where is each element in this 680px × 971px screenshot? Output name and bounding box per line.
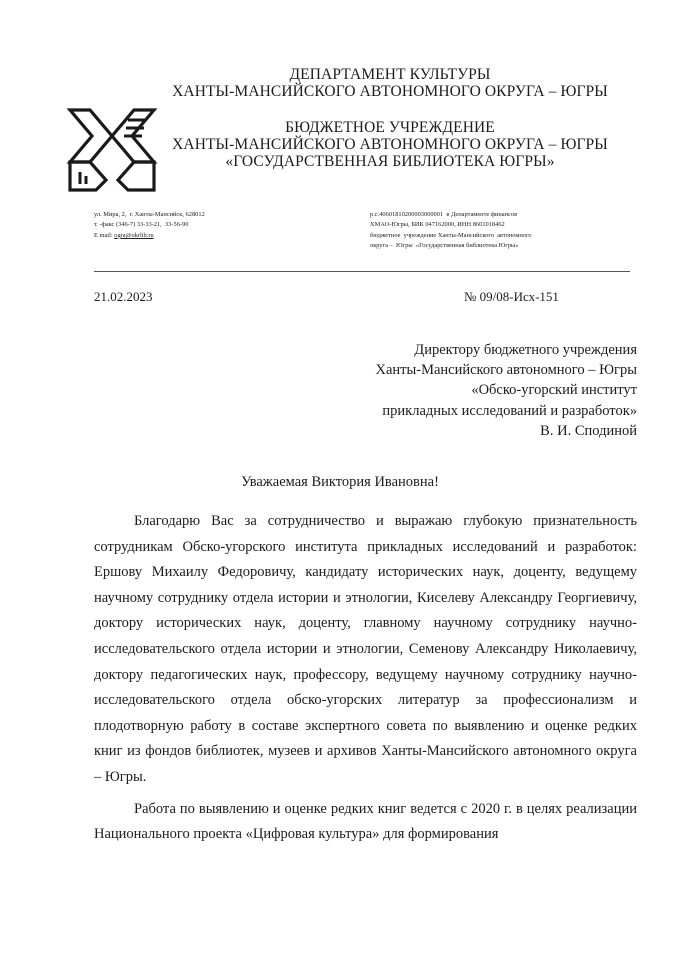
- department-region: ХАНТЫ-МАНСИЙСКОГО АВТОНОМНОГО ОКРУГА – ЮГРЫ: [172, 83, 608, 100]
- contact-address: ул. Мира, 2, г. Ханты-Мансийск, 628012: [94, 211, 205, 218]
- letter-date: 21.02.2023: [94, 289, 153, 304]
- contact-phone: т. -факс (346-7) 33-33-21, 33-56-90: [94, 221, 189, 229]
- department-name: ДЕПАРТАМЕНТ КУЛЬТУРЫ: [289, 66, 491, 83]
- bank-line-4: округа – Югры «Государственная библиотека Югры»: [370, 242, 519, 250]
- letter-number: № 09/08-Исх-151: [464, 289, 559, 304]
- header-divider: [94, 271, 630, 272]
- recipient-block: [376, 340, 638, 441]
- body-paragraph: Работа по выявлению и оценке редких книг ведется с 2020 г. в целях реализации Национального проекта «Цифровая культура» для формирования: [94, 800, 637, 843]
- institution-name: «ГОСУДАРСТВЕННАЯ БИБЛИОТЕКА ЮГРЫ»: [225, 153, 555, 170]
- institution-region: ХАНТЫ-МАНСИЙСКОГО АВТОНОМНОГО ОКРУГА – ЮГРЫ: [172, 136, 608, 153]
- letter-body: [94, 509, 637, 848]
- recipient-line-3: «Обско-угорский институт: [471, 382, 637, 399]
- institution-type: БЮДЖЕТНОЕ УЧРЕЖДЕНИЕ: [285, 119, 495, 136]
- recipient-line-2: Ханты-Мансийского автономного – Югры: [375, 362, 637, 379]
- bank-line-1: р.с.40601810200003000001 в Департаменте финансов: [370, 211, 518, 218]
- contact-email-line: [94, 231, 324, 241]
- recipient-line-5: В. И. Сподиной: [540, 422, 637, 439]
- bank-line-2: ХМАО-Югры, БИК 047162000, ИНН 8601018462: [370, 221, 505, 229]
- greeting: Уважаемая Виктория Ивановна!: [241, 474, 439, 490]
- email-link[interactable]: ogra@okrlib.ru: [114, 231, 154, 239]
- body-paragraph: Благодарю Вас за сотрудничество и выражаю глубокую признательность сотрудникам Обско-угорского института прикладных исследований и разработок: Ершову Михаилу Федоровичу, кандидату исторических наук, доценту, ведущему научному сотруднику отдела истории и этнологии, Киселеву Александру Георгиевичу, доктору исторических наук, доценту, главному научному сотруднику научно-исследовательского отдела истории и этнологии, Семенову Александру Николаевичу, доктору педагогических наук, профессору, ведущему научному сотруднику научно-исследовательского отдела обско-угорских литератур за профессионализм и плодотворную работу в составе экспертного совета по выявлению и оценке редких книг из фондов библиотек, музеев и архивов Ханты-Мансийского автономного округа – Югры.: [94, 513, 637, 785]
- recipient-line-4: прикладных исследований и разработок»: [382, 402, 637, 419]
- email-label: E mail:: [94, 231, 113, 239]
- recipient-line-1: Директору бюджетного учреждения: [414, 342, 637, 358]
- bank-line-3: бюджетное учреждение Ханты-Мансийского автономного: [370, 231, 532, 239]
- contact-block: [94, 210, 324, 241]
- bank-details: [370, 210, 630, 252]
